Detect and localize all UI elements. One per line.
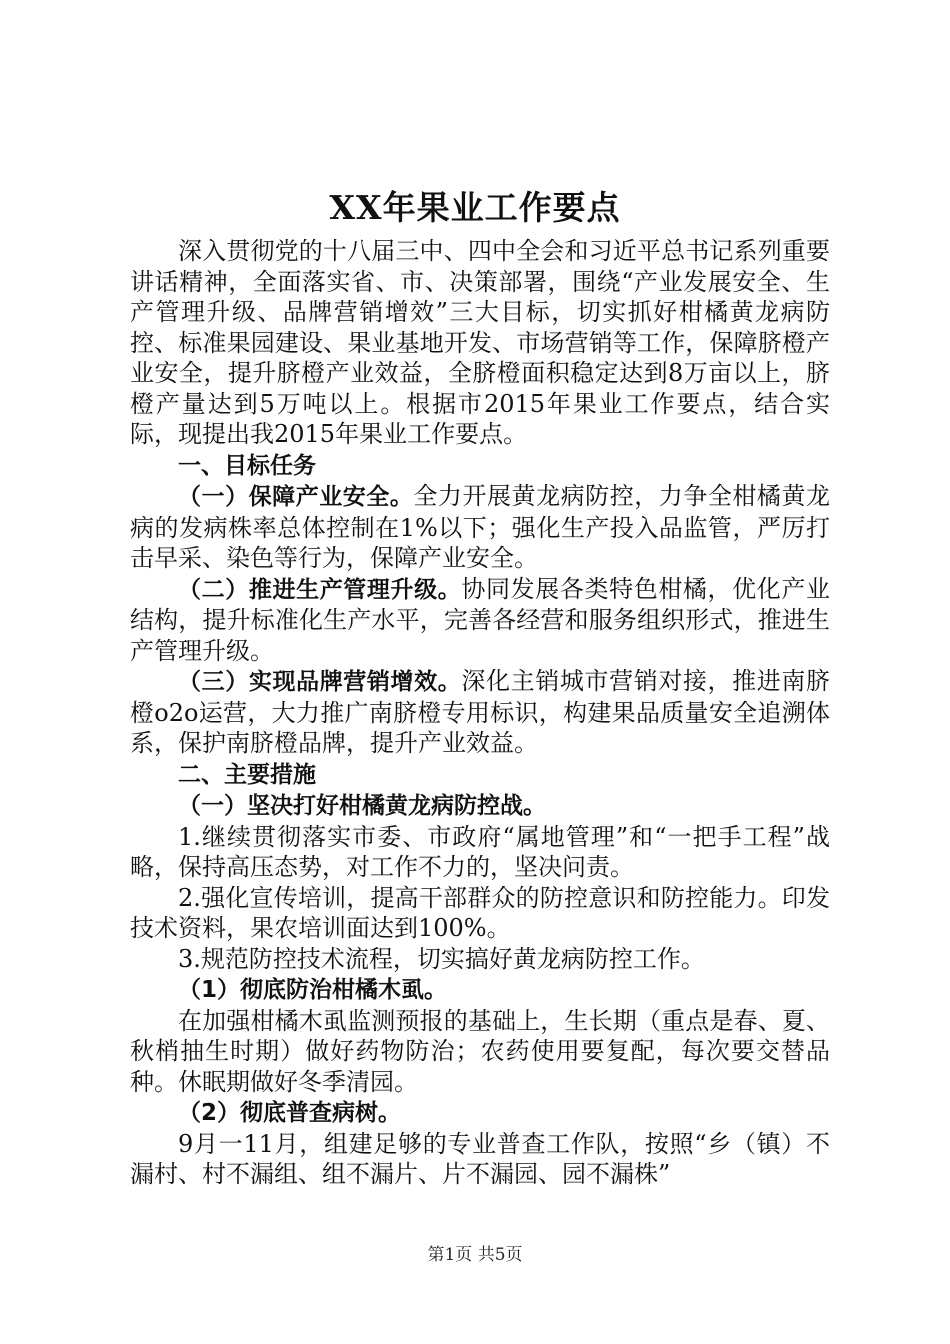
section-heading-goals-text: 一、目标任务 xyxy=(178,452,316,479)
sub-heading-1 xyxy=(130,974,830,1006)
goal-1-heading: （一）保障产业安全。 xyxy=(178,484,414,510)
sub-heading-2-text: （2）彻底普查病树。 xyxy=(178,1100,402,1126)
list-item-1: 1.继续贯彻落实市委、市政府“属地管理”和“一把手工程”战略，保持高压态势，对工作不力的，坚决问责。 xyxy=(130,822,830,881)
goal-2-heading: （二）推进生产管理升级。 xyxy=(178,576,462,603)
list-item-2: 2.强化宣传培训，提高干部群众的防控意识和防控能力。印发技术资料，果农培训面达到100%。 xyxy=(130,883,830,942)
sub-paragraph-1: 在加强柑橘木虱监测预报的基础上，生长期（重点是春、夏、秋梢抽生时期）做好药物防治；农药使用要复配，每次要交替品种。休眠期做好冬季清园。 xyxy=(130,1006,830,1096)
intro-paragraph: 深入贯彻党的十八届三中、四中全会和习近平总书记系列重要讲话精神，全面落实省、市、决策部署，围绕“产业发展安全、生产管理升级、品牌营销增效”三大目标，切实抓好柑橘黄龙病防控、标准果园建设、果业基地开发、市场营销等工作，保障脐橙产业安全，提升脐橙产业效益，全脐橙面积稳定达到8万亩以上，脐橙产量达到5万吨以上。根据市2015年果业工作要点，结合实际，现提出我2015年果业工作要点。 xyxy=(130,237,830,448)
section-heading-goals xyxy=(130,450,830,482)
measure-heading-1 xyxy=(130,790,830,822)
goal-paragraph-3 xyxy=(130,666,830,759)
page-footer: 第1页 共5页 xyxy=(427,1245,523,1265)
sub-heading-2 xyxy=(130,1097,830,1129)
goal-3-heading: （三）实现品牌营销增效。 xyxy=(178,669,462,695)
goal-paragraph-2 xyxy=(130,574,830,667)
goal-1-text: 全力开展黄龙病防控，力争全柑橘黄龙病的发病株率总体控制在1%以下；强化生产投入品监管，严厉打击早采、染色等行为，保障产业安全。 xyxy=(130,482,831,572)
sub-heading-1-text: （1）彻底防治柑橘木虱。 xyxy=(178,977,448,1003)
document-body xyxy=(130,236,830,1190)
goal-paragraph-1 xyxy=(130,481,830,574)
goal-3-text: 深化主销城市营销对接，推进南脐橙o2o运营，大力推广南脐橙专用标识，构建果品质量安全追溯体系，保护南脐橙品牌，提升产业效益。 xyxy=(130,667,831,757)
section-heading-measures-text: 二、主要措施 xyxy=(178,761,316,788)
sub-paragraph-2: 9月一11月，组建足够的专业普查工作队，按照“乡（镇）不漏村、村不漏组、组不漏片、片不漏园、园不漏株” xyxy=(130,1129,830,1188)
list-item-3: 3.规范防控技术流程，切实搞好黄龙病防控工作。 xyxy=(178,944,705,973)
section-heading-measures xyxy=(130,759,830,791)
measure-1-heading-text: （一）坚决打好柑橘黄龙病防控战。 xyxy=(178,793,546,819)
goal-2-text: 协同发展各类特色柑橘，优化产业结构，提升标准化生产水平，完善各经营和服务组织形式，推进生产管理升级。 xyxy=(130,574,831,665)
document-title: XX年果业工作要点 xyxy=(329,188,621,227)
